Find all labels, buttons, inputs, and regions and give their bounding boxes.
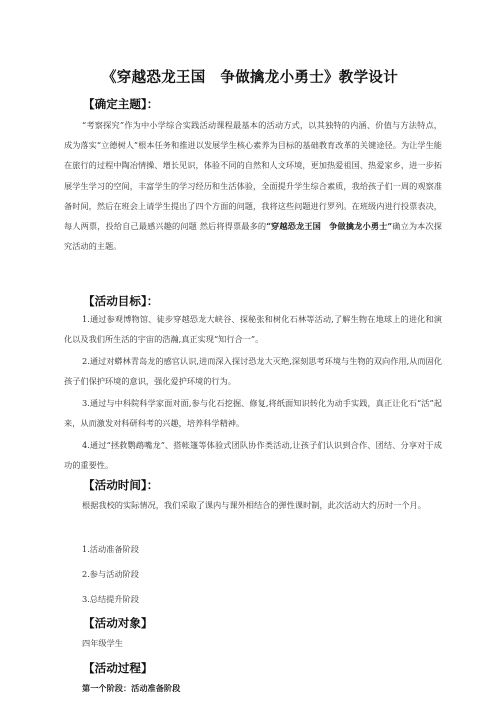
- heading-audience: 【活动对象】: [83, 616, 153, 630]
- paragraph-topic-bold: “穿越恐龙王国 争做擒龙小勇士”: [266, 221, 393, 232]
- goal-item-1: 1.通过参观博物馆、徒步穿越恐龙大峡谷、探秘张和树化石林等活动,了解生物在地球上的进化和演化以及我们所生活的宇宙的浩瀚,真正实现“知行合一”。: [64, 314, 442, 345]
- stage-item-2: 2.参与活动阶段: [82, 569, 139, 579]
- goal-item-3: 3.通过与中科院科学家面对面,参与化石挖掘、修复,将纸面知识转化为动手实践，真正让化石“活”起来，从而激发对科研科考的兴趣，培养科学精神。: [64, 398, 442, 429]
- audience-text: 四年级学生: [82, 638, 123, 648]
- heading-process: 【活动过程】: [83, 661, 153, 675]
- heading-time: 【活动时间】：: [83, 478, 159, 492]
- paragraph-topic-text: “考察探究”作为中小学综合实践活动课程最基本的活动方式，以其独特的内涵、价值与方法特点，成为落实“立德树人”根本任务和推进以发展学生核心素养为目标的基础教育改革的关键途径。为让学生能在旅行的过程中陶冶情操、增长见识，体验不同的自然和人文环境，更加热爱祖国、热爱家乡，进一步拓展学生学习的空间，丰富学生的学习经历和生活体验，全面提升学生综合素质，我给孩子们一周的观察准备时间，然后在班会上请学生提出了四个方面的问题，我将这些问题进行罗列。在班级内进行投票表决，每人两票，投给自己最感兴趣的问题 然后将得票最多的: [64, 120, 442, 232]
- goal-item-2: 2.通过对蟒林青岛龙的感官认识,进而深入探讨恐龙大灭绝,深刻思考环境与生物的双向作用,从而固化孩子们保护环境的意识，强化爱护环境的行为。: [64, 356, 442, 387]
- paragraph-time: 根据我校的实际情况，我们采取了课内与课外相结合的弹性课时制，此次活动大约历时一个月。: [82, 500, 426, 510]
- stage-item-1: 1.活动准备阶段: [82, 544, 139, 554]
- document-title: 《穿越恐龙王国 争做擒龙小勇士》教学设计: [102, 70, 398, 86]
- heading-goals: 【活动目标】：: [83, 294, 159, 308]
- heading-topic: 【确定主题】：: [83, 97, 159, 111]
- stage-item-3: 3.总结提升阶段: [82, 594, 139, 604]
- paragraph-topic: [64, 115, 442, 256]
- paragraph-topic-tail: 确立为本次探究活动的主题。: [64, 221, 442, 252]
- process-stage-1: 第一个阶段：活动准备阶段: [82, 683, 181, 693]
- goal-item-4: 4.通过“拯救鹦鹉嘴龙”、搭帐篷等体验式团队协作类活动,让孩子们认识到合作、团结、分享对于成功的重要性。: [64, 440, 442, 471]
